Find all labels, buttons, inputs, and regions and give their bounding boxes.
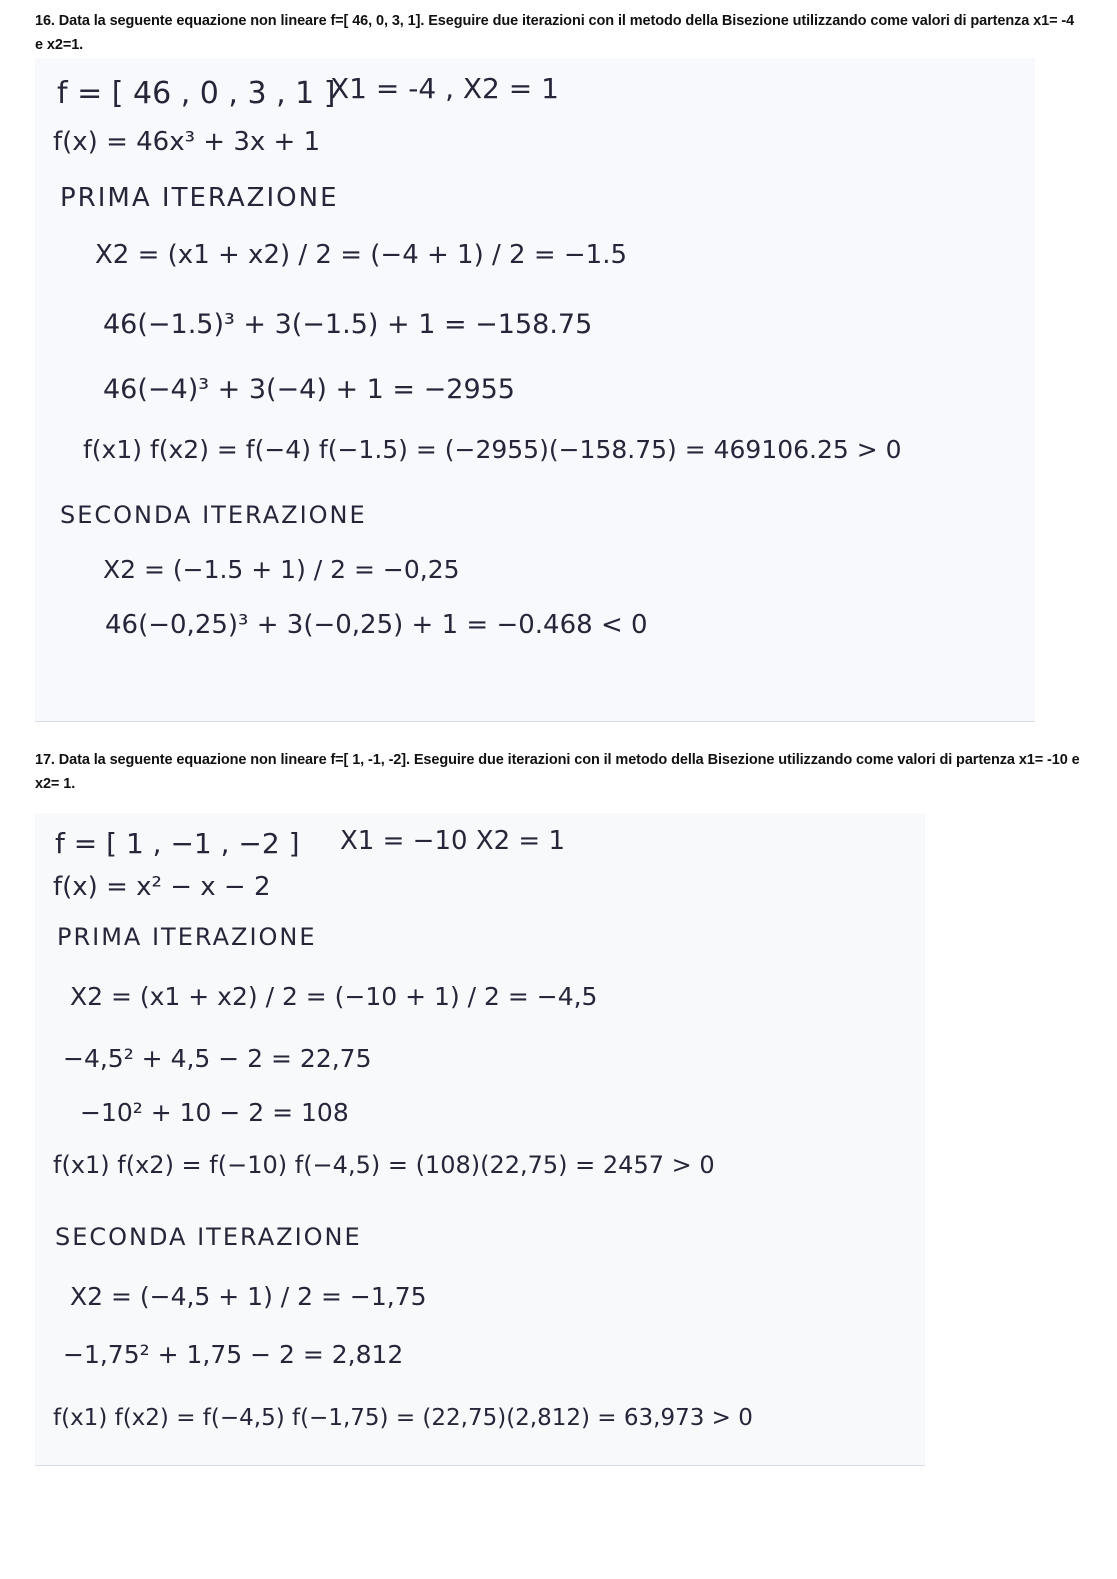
question-17-text: 17. Data la seguente equazione non lineare f=[ 1, -1, -2]. Eseguire due iterazioni con il metodo della Bisezione utilizzando come valori di partenza x1= -10 e x2= 1. (35, 752, 1080, 792)
line-16-8: f(x1) f(x2) = f(−4) f(−1.5) = (−2955)(−158.75) = 469106.25 > 0 (83, 435, 902, 464)
line-16-1: f = [ 46 , 0 , 3 , 1 ] (57, 76, 336, 111)
line-17-4: PRIMA ITERAZIONE (57, 923, 317, 951)
line-17-7: −10² + 10 − 2 = 108 (80, 1098, 349, 1127)
line-17-3: f(x) = x² − x − 2 (53, 872, 271, 902)
line-17-10: X2 = (−4,5 + 1) / 2 = −1,75 (70, 1282, 427, 1311)
line-16-11: 46(−0,25)³ + 3(−0,25) + 1 = −0.468 < 0 (105, 610, 648, 640)
line-16-4: PRIMA ITERAZIONE (60, 183, 339, 213)
handwritten-lines-16 (35, 58, 1035, 721)
handwritten-solution-16 (35, 58, 1035, 722)
line-16-9: SECONDA ITERAZIONE (60, 501, 367, 529)
line-16-7: 46(−4)³ + 3(−4) + 1 = −2955 (103, 374, 515, 405)
line-17-11: −1,75² + 1,75 − 2 = 2,812 (63, 1340, 404, 1369)
line-17-8: f(x1) f(x2) = f(−10) f(−4,5) = (108)(22,75) = 2457 > 0 (53, 1151, 715, 1179)
line-16-10: X2 = (−1.5 + 1) / 2 = −0,25 (103, 555, 460, 584)
line-17-5: X2 = (x1 + x2) / 2 = (−10 + 1) / 2 = −4,5 (70, 982, 598, 1011)
line-16-3: f(x) = 46x³ + 3x + 1 (53, 127, 321, 157)
line-17-1: f = [ 1 , −1 , −2 ] (55, 827, 300, 860)
line-17-12: f(x1) f(x2) = f(−4,5) f(−1,75) = (22,75)(2,812) = 63,973 > 0 (53, 1405, 753, 1431)
line-16-2: X1 = -4 , X2 = 1 (330, 72, 559, 105)
handwritten-lines-17 (35, 813, 925, 1465)
question-16-text: 16. Data la seguente equazione non lineare f=[ 46, 0, 3, 1]. Eseguire due iterazioni con il metodo della Bisezione utilizzando come valori di partenza x1= -4 e x2=1. (35, 13, 1075, 53)
handwritten-solution-17 (35, 813, 925, 1466)
line-17-6: −4,5² + 4,5 − 2 = 22,75 (63, 1044, 372, 1073)
line-16-5: X2 = (x1 + x2) / 2 = (−4 + 1) / 2 = −1.5 (95, 240, 628, 270)
line-17-2: X1 = −10 X2 = 1 (340, 826, 566, 856)
line-16-6: 46(−1.5)³ + 3(−1.5) + 1 = −158.75 (103, 309, 593, 340)
line-17-9: SECONDA ITERAZIONE (55, 1223, 362, 1251)
